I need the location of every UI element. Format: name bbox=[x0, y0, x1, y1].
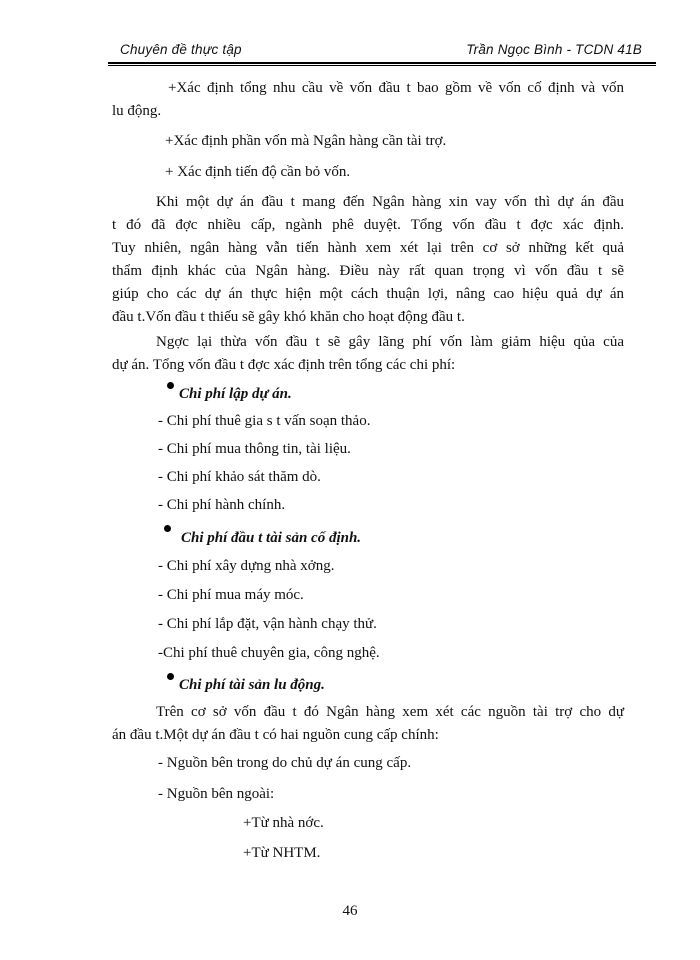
para2-line2: dự án. Tổng vốn đầu t đợc xác định trên tổng các chi phí: bbox=[112, 357, 456, 373]
para1-line2: t đó đã đợc nhiều cấp, ngành phê duyệt. Tổng vốn đầu t đợc xác định. bbox=[112, 217, 624, 233]
para1-line5: giúp cho các dự án thực hiện một cách thuận lợi, nâng cao hiệu quả dự án bbox=[112, 286, 624, 302]
header-title: Chuyên đề thực tập bbox=[120, 42, 242, 57]
item-bank-share: +Xác định phần vốn mà Ngân hàng cần tài trợ. bbox=[165, 133, 447, 149]
para1-line6: đầu t.Vốn đầu t thiếu sẽ gây khó khăn cho hoạt động đầu t. bbox=[112, 309, 465, 325]
list1-item: - Chi phí hành chính. bbox=[158, 497, 286, 513]
source-commercial-banks: +Từ NHTM. bbox=[243, 845, 321, 861]
list2-item: - Chi phí mua máy móc. bbox=[158, 587, 304, 603]
source-external: - Nguồn bên ngoài: bbox=[158, 786, 275, 802]
heading-working-capital: Chi phí tài sản lu động. bbox=[179, 677, 325, 693]
bullet-icon bbox=[167, 382, 174, 389]
header-rule bbox=[108, 65, 656, 66]
list2-item: - Chi phí xây dựng nhà xởng. bbox=[158, 558, 335, 574]
para2-line1: Ngợc lại thừa vốn đầu t sẽ gây lãng phí vốn làm giảm hiệu qủa của bbox=[156, 334, 624, 350]
para3-line1: Trên cơ sở vốn đầu t đó Ngân hàng xem xét các nguồn tài trợ cho dự bbox=[156, 704, 624, 720]
para1-line3: Tuy nhiên, ngân hàng vẫn tiến hành xem xét lại trên cơ sở những kết quả bbox=[112, 240, 624, 256]
list2-item: -Chi phí thuê chuyên gia, công nghệ. bbox=[158, 645, 380, 661]
item-total-capital-line2: lu động. bbox=[112, 103, 162, 119]
page-header bbox=[108, 42, 656, 64]
bullet-icon bbox=[167, 673, 174, 680]
header-author: Trần Ngọc Bình - TCDN 41B bbox=[466, 42, 642, 57]
item-total-capital-line1: +Xác định tổng nhu cầu về vốn đầu t bao gồm về vốn cố định và vốn bbox=[168, 80, 624, 96]
list1-item: - Chi phí khảo sát thăm dò. bbox=[158, 469, 321, 485]
item-disbursement-schedule: + Xác định tiến độ cần bỏ vốn. bbox=[165, 164, 351, 180]
para3-line2: án đầu t.Một dự án đầu t có hai nguồn cung cấp chính: bbox=[112, 727, 439, 743]
heading-fixed-asset-costs: Chi phí đầu t tài sản cố định. bbox=[181, 530, 362, 546]
list1-item: - Chi phí thuê gia s t vấn soạn thảo. bbox=[158, 413, 371, 429]
list2-item: - Chi phí lắp đặt, vận hành chạy thử. bbox=[158, 616, 377, 632]
page-number: 46 bbox=[342, 903, 358, 919]
source-internal: - Nguồn bên trong do chủ dự án cung cấp. bbox=[158, 755, 412, 771]
list1-item: - Chi phí mua thông tin, tài liệu. bbox=[158, 441, 351, 457]
para1-line4: thẩm định khác của Ngân hàng. Điều này rất quan trọng vì vốn đầu t sẽ bbox=[112, 263, 624, 279]
bullet-icon bbox=[164, 525, 171, 532]
source-state: +Từ nhà nớc. bbox=[243, 815, 324, 831]
para1-line1: Khi một dự án đầu t mang đến Ngân hàng xin vay vốn thì dự án đầu bbox=[156, 194, 624, 210]
heading-project-costs: Chi phí lập dự án. bbox=[179, 386, 292, 402]
